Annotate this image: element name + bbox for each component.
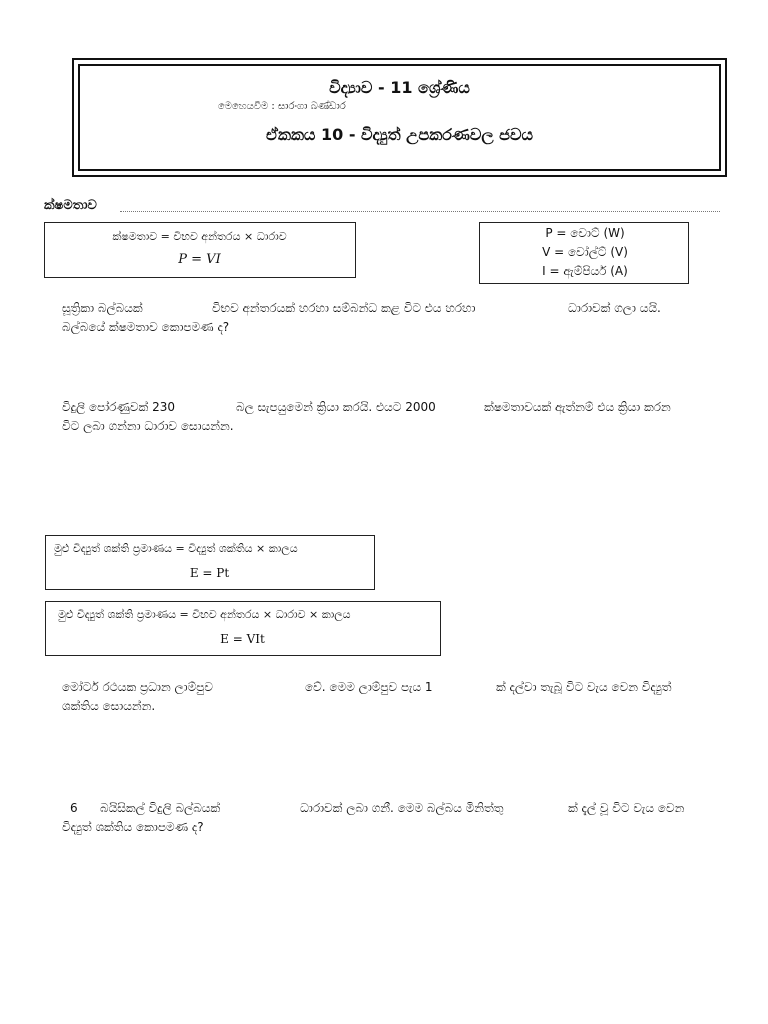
worksheet-title: විද්‍යාව - 11 ශ්‍රේණිය [329,78,470,97]
unit-current: I = ඇම්පියර් (A) [542,264,628,278]
energy-formula-box-2 [45,601,441,656]
unit-title: ඒකකය 10 - විද්‍යුත් උපකරණවල ජවය [266,125,533,144]
question-2-line-1-c: ක්ෂමතාවයක් ඇත්නම් එය ක්‍රියා කරන [484,400,671,414]
energy-formula-2-symbolic: E = VIt [220,632,265,646]
power-formula-text: ක්ෂමතාව = විභව අන්තරය × ධාරාව [112,230,287,243]
energy-formula-1-text: මුළු විද්‍යුත් ශක්ති ප්‍රමාණය = විද්‍යුත් ශක්තිය × කාලය [54,542,298,555]
dotted-leader [120,211,720,212]
question-1-line-1-c: ධාරාවක් ගලා යයි. [568,301,661,315]
power-formula-symbolic: P = VI [178,252,221,267]
worksheet-author: මෙහෙයවීම : සාරංගා බණ්ඩාර [218,101,346,112]
energy-formula-1-symbolic: E = Pt [189,566,230,580]
question-1-line-1-a: සූත්‍රිකා බල්බයක් [62,301,143,315]
energy-formula-2-text: මුළු විද්‍යුත් ශක්ති ප්‍රමාණය = විභව අන්තරය × ධාරාව × කාලය [58,608,351,621]
question-4-line-1-a: බයිසිකල් විදුලි බල්බයක් [100,801,221,815]
section-label: ක්ෂමතාව [44,198,97,213]
question-2-line-2: විට ලබා ගන්නා ධාරාව සොයන්න. [62,419,234,433]
question-4-number: 6 [70,801,78,815]
question-4-line-1-b: ධාරාවක් ලබා ගනී. මෙම බල්බය මිනිත්තු [300,801,504,815]
question-3-line-1-a: මෝටර් රථයක ප්‍රධාන ලාම්පුව [62,680,214,694]
question-2-line-1-a: විදුලි පෝරණුවක් 230 [62,400,175,414]
units-box [479,222,689,284]
question-1-line-2: බල්බයේ ක්ෂමතාව කොපමණ ද? [62,320,230,334]
question-3-line-1-c: ක් දල්වා තැබූ විට වැය වෙන විද්‍යුත් [496,680,672,694]
question-2-line-1-b: බල සැපයුමෙන් ක්‍රියා කරයි. එයට 2000 [236,400,436,414]
question-1-line-1-b: විභව අන්තරයක් හරහා සම්බන්ධ කළ විට එය හරහා [212,301,476,315]
power-formula-box [44,222,356,278]
question-3-line-2: ශක්තිය සොයන්න. [62,699,156,713]
question-4-line-2: විද්‍යුත් ශක්තිය කොපමණ ද? [62,820,204,834]
unit-voltage: V = වෝල්ට් (V) [542,245,628,259]
unit-power: P = වොට් (W) [545,226,625,240]
question-4-line-1-c: ක් දැල් වූ විට වැය වෙන [568,801,685,815]
question-3-line-1-b: වේ. මෙම ලාම්පුව පැය 1 [305,680,433,694]
energy-formula-box-1 [45,535,375,590]
